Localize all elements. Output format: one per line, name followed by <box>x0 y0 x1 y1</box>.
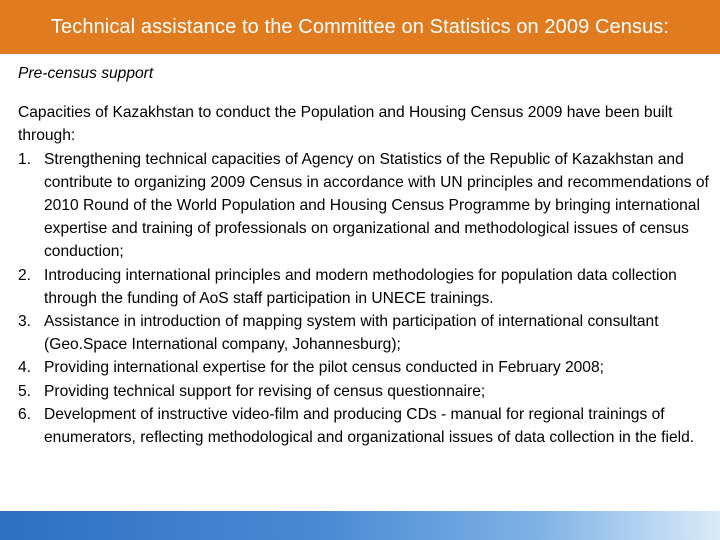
intro-paragraph: Capacities of Kazakhstan to conduct the Population and Housing Census 2009 have been built through: <box>18 104 673 145</box>
slide-content <box>18 62 710 449</box>
list-number: 2. <box>18 266 32 284</box>
list-number: 6. <box>18 405 32 423</box>
slide-title: Technical assistance to the Committee on Statistics on 2009 Census: <box>50 15 670 38</box>
list-number: 5. <box>18 382 32 400</box>
list-item-text: Introducing international principles and modern methodologies for population data collection through the funding of AoS staff participation in UNECE trainings. <box>44 266 677 307</box>
list-item <box>18 356 710 379</box>
numbered-list <box>18 148 710 450</box>
list-item-text: Providing international expertise for the pilot census conducted in February 2008; <box>44 359 604 377</box>
title-bar <box>0 0 720 54</box>
section-subtitle: Pre-census support <box>18 65 154 82</box>
list-number: 3. <box>18 313 32 331</box>
list-item-text: Development of instructive video-film and producing CDs - manual for regional trainings of enumerators, reflecting methodological and organizational issues of data collection in the field. <box>44 405 695 447</box>
list-number: 1. <box>18 150 32 168</box>
list-item <box>18 380 710 403</box>
footer-gradient-bar <box>0 511 720 540</box>
list-item <box>18 264 710 310</box>
list-item-text: Strengthening technical capacities of Agency on Statistics of the Republic of Kazakhstan and contribute to organizing 2009 Census in accordance with UN principles and recommendations of 2010 Round of the World Population and Housing Census Programme by bringing international expertise and training of professionals on organizational and methodological issues of census conduction; <box>44 150 709 261</box>
list-item <box>18 403 710 449</box>
list-item-text: Assistance in introduction of mapping system with participation of international consultant (Geo.Space International company, Johannesburg); <box>44 313 659 354</box>
list-item <box>18 148 710 264</box>
list-number: 4. <box>18 359 32 377</box>
list-item-text: Providing technical support for revising of census questionnaire; <box>44 382 486 400</box>
list-item <box>18 310 710 356</box>
